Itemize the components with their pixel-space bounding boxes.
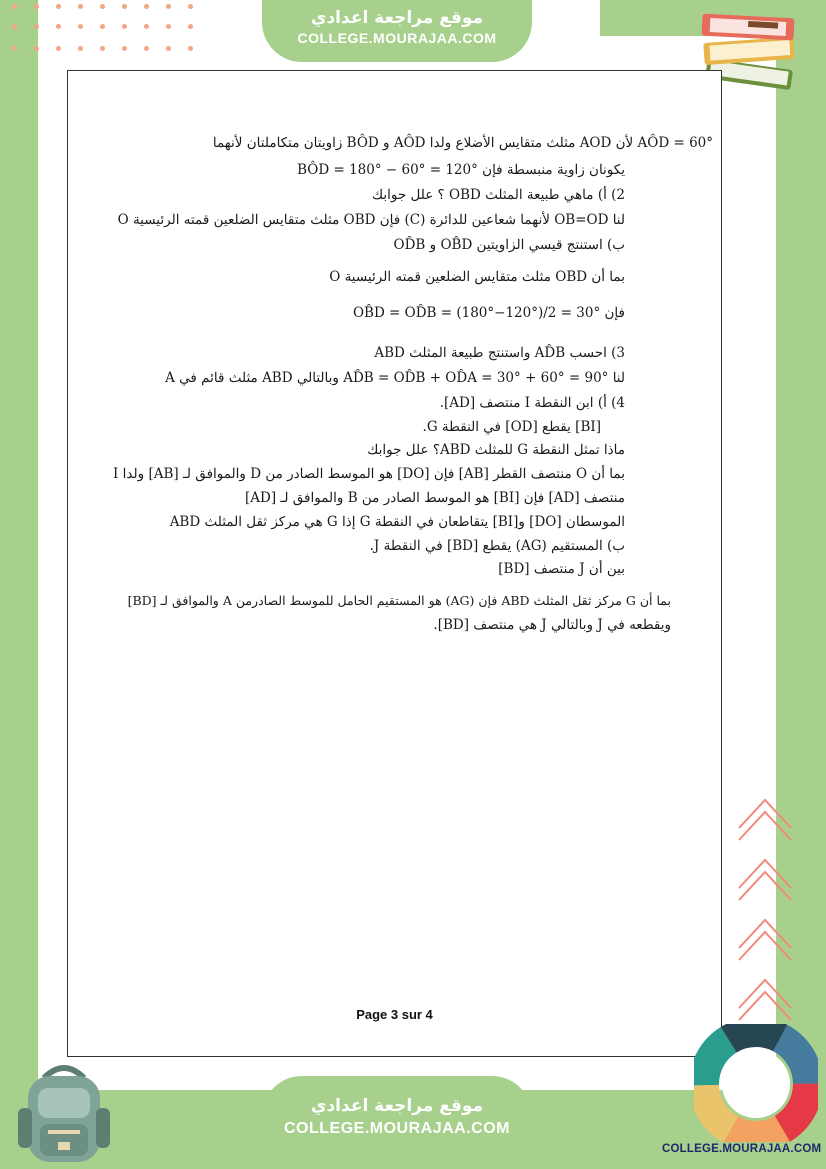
doc-line: بما أن O منتصف القطر [AB] فإن [DO] هو الموسط الصادر من D والموافق لـ [AB] ولدا I: [113, 466, 625, 482]
doc-line: منتصف [AD] فإن [BI] هو الموسط الصادر من B والموافق لـ [AD]: [244, 490, 625, 506]
header-banner-url[interactable]: COLLEGE.MOURAJAA.COM: [297, 30, 497, 46]
doc-line: [BI] يقطع [OD] في النقطة G.: [422, 419, 601, 435]
doc-line: بين أن J منتصف [BD]: [498, 561, 625, 577]
doc-line: يكونان زاوية منبسطة فإن BÔD = 180° − 60° = 120°: [297, 162, 625, 178]
chevron-up-icon: [735, 912, 795, 972]
doc-line: بما أن OBD مثلث متقايس الضلعين قمته الرئيسية O: [329, 269, 625, 285]
doc-line: لنا OB=OD لأنهما شعاعين للدائرة (C) فإن OBD مثلث متقايس الضلعين قمته الرئيسية O: [117, 212, 625, 228]
chevron-up-icon: [735, 792, 795, 852]
footer-banner-url[interactable]: COLLEGE.MOURAJAA.COM: [284, 1120, 510, 1137]
education-ring-logo: [694, 1024, 818, 1142]
document-page: [67, 70, 722, 1057]
doc-line: ب) المستقيم (AG) يقطع [BD] في النقطة J.: [369, 538, 625, 554]
doc-line: ب) استنتج قيسي الزاويتين OB̂D و OD̂B: [393, 237, 625, 253]
footer-banner-arabic: موقع مراجعة اعدادي: [310, 1096, 484, 1116]
doc-line: 3) احسب AD̂B واستنتج طبيعة المثلث ABD: [374, 345, 625, 361]
doc-line: ماذا تمثل النقطة G للمثلث ABD؟ علل جوابك: [367, 442, 625, 458]
header-banner-arabic: موقع مراجعة اعدادي: [310, 8, 484, 28]
header-banner: [262, 0, 532, 62]
doc-line: AÔD = 60° لأن AOD مثلث متقايس الأضلاع ولدا AÔD و BÔD زاويتان متكاملتان لأنهما: [212, 135, 713, 151]
doc-line: ويقطعه في J وبالتالي J هي منتصف [BD].: [433, 617, 671, 633]
logo-caption: COLLEGE.MOURAJAA.COM: [662, 1143, 822, 1155]
doc-line: 4) أ) ابن النقطة I منتصف [AD].: [439, 395, 625, 411]
backpack-icon: [14, 1058, 114, 1166]
doc-line: لنا AD̂B = OD̂B + OD̂A = 30° + 60° = 90° وبالتالي ABD مثلث قائم في A: [165, 370, 625, 386]
chevron-up-icon: [735, 852, 795, 912]
doc-line: 2) أ) ماهي طبيعة المثلث OBD ؟ علل جوابك: [372, 187, 625, 203]
doc-line: الموسطان [DO] و[BI] يتقاطعان في النقطة G إذا G هي مركز ثقل المثلث ABD: [169, 514, 625, 530]
footer-banner: [262, 1076, 532, 1169]
doc-line: فإن OB̂D = OD̂B = (180°−120°)/2 = 30°: [352, 305, 625, 321]
page-number: Page 3 sur 4: [356, 1007, 433, 1022]
frame-left: [0, 0, 38, 1169]
doc-line: بما أن G مركز ثقل المثلث ABD فإن (AG) هو المستقيم الحامل للموسط الصادرمن A والموافق لـ [BD]: [127, 593, 671, 608]
chevron-up-icon: [735, 972, 795, 1032]
